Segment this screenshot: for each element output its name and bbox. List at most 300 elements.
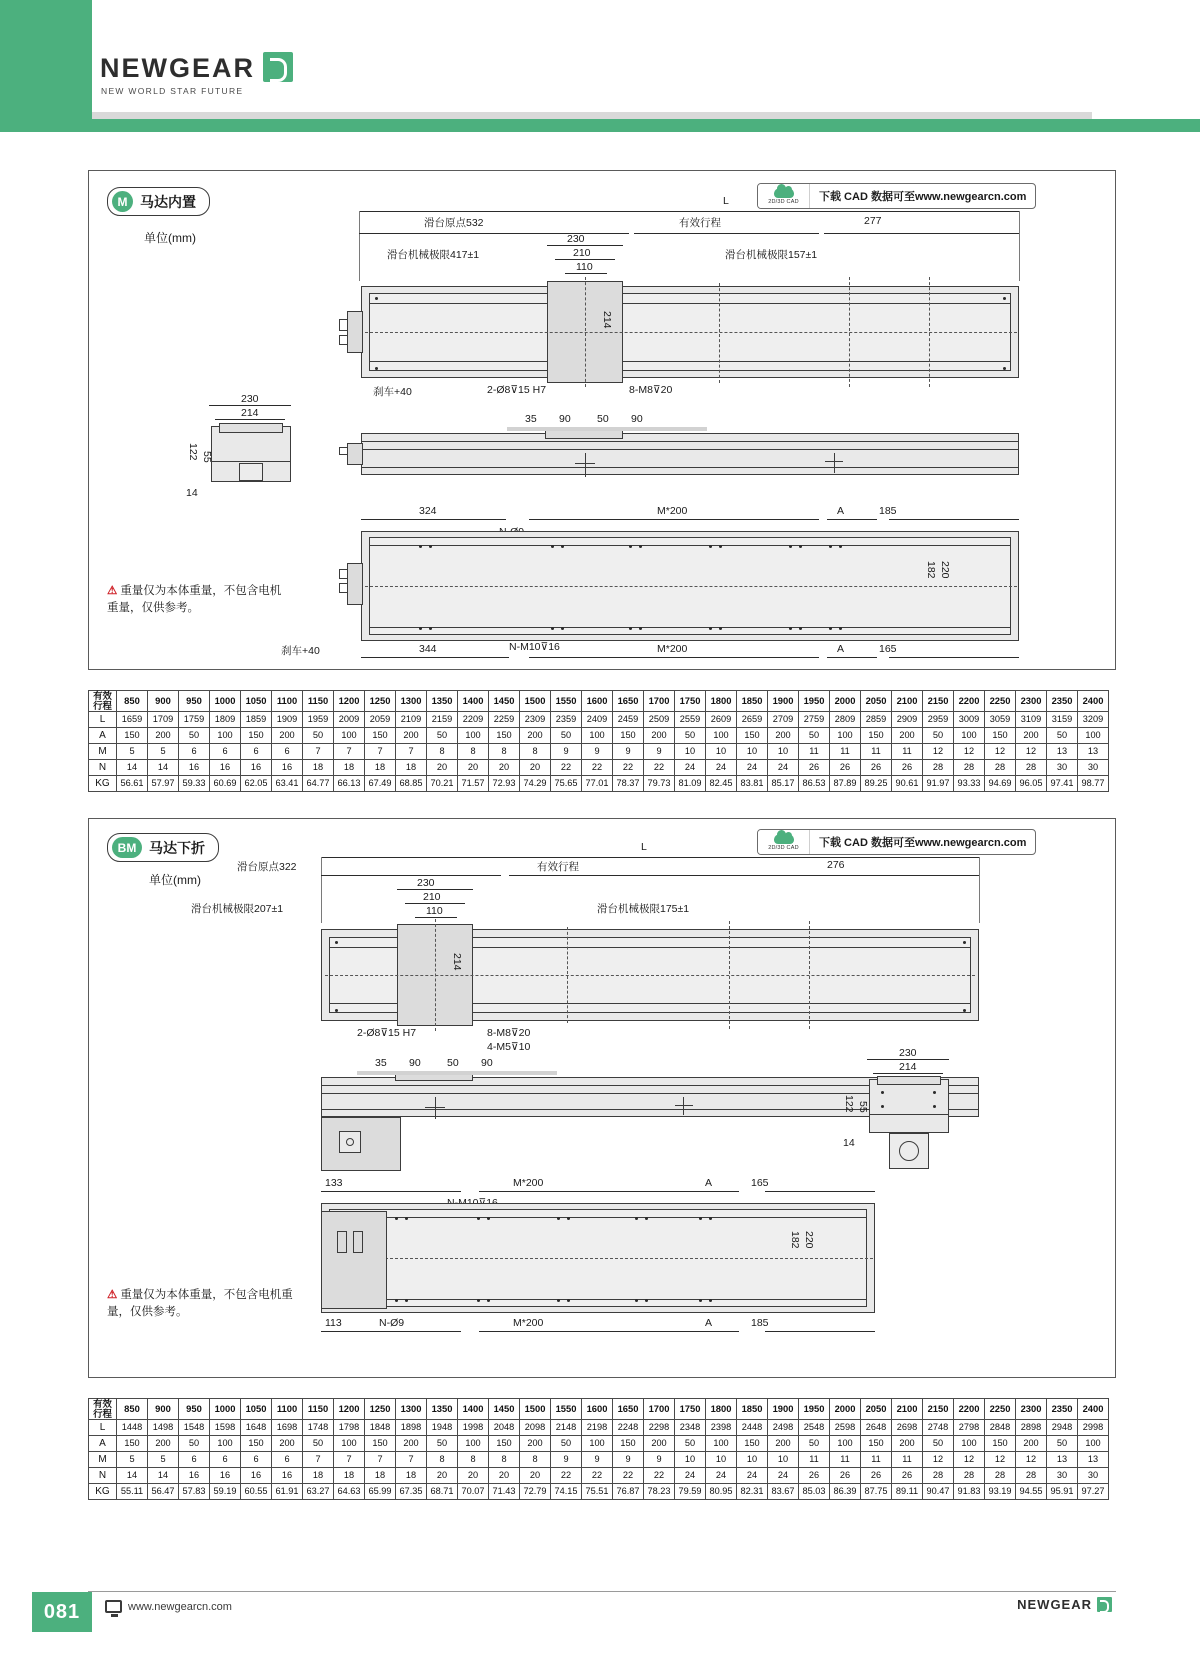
m-dim-limit-left: 滑台机械极限417±1 xyxy=(387,249,480,261)
m-dim-brake: 刹车+40 xyxy=(373,386,412,398)
m-dim-230: 230 xyxy=(567,233,585,245)
table-cell: 70.21 xyxy=(427,775,458,791)
table-cell: 100 xyxy=(954,1435,985,1451)
table-cell: 9 xyxy=(582,743,613,759)
table-m-col: 2300 xyxy=(1016,691,1047,712)
bm-end-dim-55: 55 xyxy=(857,1101,869,1113)
table-cell: 83.81 xyxy=(737,775,768,791)
table-cell: 26 xyxy=(799,1467,830,1483)
table-m-row-M xyxy=(89,743,1109,759)
table-cell: 20 xyxy=(489,1467,520,1483)
table-cell: 150 xyxy=(861,727,892,743)
bm-dim-110: 110 xyxy=(426,905,443,917)
table-cell: 71.43 xyxy=(489,1483,520,1499)
table-cell: 100 xyxy=(458,727,489,743)
m-front-dim-50: 50 xyxy=(597,413,609,425)
table-cell: 64.77 xyxy=(303,775,334,791)
table-m-col: 1400 xyxy=(458,691,489,712)
table-cell: 200 xyxy=(272,1435,303,1451)
table-bm-row-label: KG xyxy=(89,1483,117,1499)
brand-logo xyxy=(100,52,293,82)
bm-bottom-nd9: N-Ø9 xyxy=(379,1317,405,1329)
table-cell: 50 xyxy=(675,727,706,743)
table-cell: 12 xyxy=(1016,1451,1047,1467)
table-cell: 83.67 xyxy=(768,1483,799,1499)
table-bm-col: 1550 xyxy=(551,1399,582,1420)
table-cell: 2059 xyxy=(365,711,396,727)
table-m-col: 2400 xyxy=(1078,691,1109,712)
table-cell: 87.75 xyxy=(861,1483,892,1499)
table-cell: 30 xyxy=(1078,1467,1109,1483)
table-cell: 10 xyxy=(706,1451,737,1467)
table-cell: 200 xyxy=(1016,727,1047,743)
cloud-download-icon xyxy=(758,829,810,855)
section-m-badge: M xyxy=(112,191,133,212)
table-cell: 2959 xyxy=(923,711,954,727)
table-cell: 2209 xyxy=(458,711,489,727)
table-cell: 89.25 xyxy=(861,775,892,791)
table-bm-col: 850 xyxy=(117,1399,148,1420)
table-cell: 2498 xyxy=(768,1419,799,1435)
table-m-row-A xyxy=(89,727,1109,743)
table-cell: 3059 xyxy=(985,711,1016,727)
table-m-row-header: 有效行程 xyxy=(89,691,117,712)
table-bm-row-N xyxy=(89,1467,1109,1483)
table-cell: 11 xyxy=(830,1451,861,1467)
table-cell: 11 xyxy=(799,743,830,759)
table-cell: 100 xyxy=(334,1435,365,1451)
table-cell: 18 xyxy=(334,759,365,775)
table-cell: 96.05 xyxy=(1016,775,1047,791)
table-bm-row-L xyxy=(89,1419,1109,1435)
bm-folded-motor xyxy=(321,1117,401,1171)
table-cell: 12 xyxy=(985,743,1016,759)
table-cell: 11 xyxy=(861,1451,892,1467)
cad-download-chip-bm[interactable] xyxy=(757,829,1036,855)
m-dim-210: 210 xyxy=(573,247,591,259)
table-cell: 5 xyxy=(117,743,148,759)
table-cell: 100 xyxy=(830,727,861,743)
table-cell: 2398 xyxy=(706,1419,737,1435)
table-cell: 2309 xyxy=(520,711,551,727)
cad-download-chip-m[interactable] xyxy=(757,183,1036,209)
table-cell: 65.99 xyxy=(365,1483,396,1499)
table-m-col: 1050 xyxy=(241,691,272,712)
table-cell: 78.23 xyxy=(644,1483,675,1499)
table-cell: 71.57 xyxy=(458,775,489,791)
table-cell: 26 xyxy=(830,1467,861,1483)
table-bm-col: 1400 xyxy=(458,1399,489,1420)
table-cell: 2559 xyxy=(675,711,706,727)
table-m-col: 2250 xyxy=(985,691,1016,712)
table-cell: 20 xyxy=(427,759,458,775)
table-cell: 81.09 xyxy=(675,775,706,791)
table-cell: 100 xyxy=(1078,727,1109,743)
table-cell: 16 xyxy=(179,1467,210,1483)
table-cell: 6 xyxy=(241,1451,272,1467)
table-m-row-KG xyxy=(89,775,1109,791)
table-bm-col: 1650 xyxy=(613,1399,644,1420)
table-cell: 50 xyxy=(303,1435,334,1451)
table-cell: 86.39 xyxy=(830,1483,861,1499)
table-cell: 57.83 xyxy=(179,1483,210,1499)
bm-dim-hole1: 2-Ø8⊽15 H7 xyxy=(357,1027,417,1039)
bm-bottom-dim-165: 165 xyxy=(751,1177,769,1189)
table-cell: 67.35 xyxy=(396,1483,427,1499)
table-cell: 6 xyxy=(272,1451,303,1467)
table-cell: 14 xyxy=(117,1467,148,1483)
table-cell: 28 xyxy=(923,1467,954,1483)
table-cell: 75.51 xyxy=(582,1483,613,1499)
cad-icon-label: 2D/3D CAD xyxy=(768,844,799,851)
table-cell: 90.61 xyxy=(892,775,923,791)
m-dim-214: 214 xyxy=(601,311,613,329)
table-cell: 10 xyxy=(768,1451,799,1467)
table-cell: 100 xyxy=(210,1435,241,1451)
table-bm-col: 2050 xyxy=(861,1399,892,1420)
table-cell: 18 xyxy=(303,1467,334,1483)
bm-end-dim-214: 214 xyxy=(899,1061,917,1073)
table-m-col: 1500 xyxy=(520,691,551,712)
table-cell: 200 xyxy=(892,1435,923,1451)
table-bm-row-label: A xyxy=(89,1435,117,1451)
section-bm-badge: BM xyxy=(112,837,142,858)
table-cell: 16 xyxy=(272,759,303,775)
table-cell: 2598 xyxy=(830,1419,861,1435)
table-m-col: 1350 xyxy=(427,691,458,712)
table-m-row-L xyxy=(89,711,1109,727)
table-cell: 28 xyxy=(954,759,985,775)
table-cell: 26 xyxy=(830,759,861,775)
table-m-col: 1200 xyxy=(334,691,365,712)
table-cell: 13 xyxy=(1078,1451,1109,1467)
table-cell: 200 xyxy=(272,727,303,743)
bm-front-dim-90b: 90 xyxy=(481,1057,493,1069)
m-side-dim-55: 55 xyxy=(201,451,213,463)
section-m-unit: 单位(mm) xyxy=(144,231,196,245)
table-cell: 85.03 xyxy=(799,1483,830,1499)
table-cell: 100 xyxy=(582,727,613,743)
table-cell: 91.83 xyxy=(954,1483,985,1499)
table-bm-col: 1350 xyxy=(427,1399,458,1420)
table-cell: 59.19 xyxy=(210,1483,241,1499)
table-cell: 200 xyxy=(892,727,923,743)
table-cell: 1598 xyxy=(210,1419,241,1435)
table-cell: 200 xyxy=(768,1435,799,1451)
table-bm-row-header: 有效行程 xyxy=(89,1399,117,1420)
table-cell: 22 xyxy=(644,1467,675,1483)
bm-end-dim-230: 230 xyxy=(899,1047,917,1059)
table-m-col: 900 xyxy=(148,691,179,712)
table-bm-col: 1300 xyxy=(396,1399,427,1420)
table-cell: 82.31 xyxy=(737,1483,768,1499)
table-cell: 63.41 xyxy=(272,775,303,791)
table-cell: 50 xyxy=(1047,727,1078,743)
m-dim-hole1: 2-Ø8⊽15 H7 xyxy=(487,384,547,396)
table-cell: 72.79 xyxy=(520,1483,551,1499)
table-bm-row-label: L xyxy=(89,1419,117,1435)
table-cell: 6 xyxy=(272,743,303,759)
table-cell: 2548 xyxy=(799,1419,830,1435)
section-m-tag xyxy=(107,187,210,216)
table-cell: 16 xyxy=(241,759,272,775)
header-green-bar xyxy=(92,119,1200,132)
cad-download-label: 下载 CAD 数据可至www.newgearcn.com xyxy=(819,837,1027,849)
table-cell: 16 xyxy=(210,759,241,775)
table-cell: 3209 xyxy=(1078,711,1109,727)
bm-end-dim-14: 14 xyxy=(843,1137,855,1149)
table-cell: 16 xyxy=(210,1467,241,1483)
m-bottom-dim-344: 344 xyxy=(419,643,437,655)
bm-front-dim-50: 50 xyxy=(447,1057,459,1069)
table-cell: 26 xyxy=(892,759,923,775)
table-cell: 8 xyxy=(520,1451,551,1467)
table-cell: 7 xyxy=(334,743,365,759)
table-cell: 2259 xyxy=(489,711,520,727)
table-cell: 79.73 xyxy=(644,775,675,791)
table-cell: 2898 xyxy=(1016,1419,1047,1435)
table-cell: 2609 xyxy=(706,711,737,727)
table-cell: 24 xyxy=(706,1467,737,1483)
m-bottom-dim-185: 185 xyxy=(879,505,897,517)
table-cell: 1798 xyxy=(334,1419,365,1435)
table-cell: 1909 xyxy=(272,711,303,727)
table-cell: 1498 xyxy=(148,1419,179,1435)
table-cell: 68.71 xyxy=(427,1483,458,1499)
table-cell: 9 xyxy=(613,743,644,759)
table-cell: 66.13 xyxy=(334,775,365,791)
table-cell: 72.93 xyxy=(489,775,520,791)
table-cell: 1948 xyxy=(427,1419,458,1435)
bm-bottom-dim-M200: M*200 xyxy=(513,1177,544,1189)
table-cell: 50 xyxy=(179,727,210,743)
table-cell: 22 xyxy=(551,759,582,775)
m-motor-end xyxy=(347,311,363,353)
m-dim-stroke: 有效行程 xyxy=(679,217,721,229)
table-cell: 2709 xyxy=(768,711,799,727)
table-cell: 1859 xyxy=(241,711,272,727)
bm-bottom-dim-A2: A xyxy=(705,1317,713,1329)
table-cell: 9 xyxy=(551,743,582,759)
table-cell: 150 xyxy=(613,1435,644,1451)
table-cell: 90.47 xyxy=(923,1483,954,1499)
table-cell: 150 xyxy=(737,1435,768,1451)
m-side-dim-122: 122 xyxy=(187,443,199,461)
table-cell: 50 xyxy=(551,1435,582,1451)
bm-dim-limit-right: 滑台机械极限175±1 xyxy=(597,903,690,915)
table-cell: 89.11 xyxy=(892,1483,923,1499)
table-cell: 1659 xyxy=(117,711,148,727)
table-m-row-N xyxy=(89,759,1109,775)
table-cell: 2198 xyxy=(582,1419,613,1435)
table-m-header-row xyxy=(89,691,1109,712)
table-cell: 11 xyxy=(861,743,892,759)
m-side-dim-14: 14 xyxy=(186,487,198,499)
table-cell: 18 xyxy=(365,759,396,775)
m-bottom-brake: 刹车+40 xyxy=(281,645,320,657)
section-m-title: 马达内置 xyxy=(140,193,196,210)
bm-bottom-dim-M200b: M*200 xyxy=(513,1317,544,1329)
table-cell: 16 xyxy=(179,759,210,775)
cad-download-label: 下载 CAD 数据可至www.newgearcn.com xyxy=(819,191,1027,203)
table-cell: 24 xyxy=(737,759,768,775)
table-bm-row-A xyxy=(89,1435,1109,1451)
table-m-col: 2100 xyxy=(892,691,923,712)
table-cell: 200 xyxy=(148,1435,179,1451)
m-dim-hole2: 8-M8⊽20 xyxy=(629,384,673,396)
table-cell: 78.37 xyxy=(613,775,644,791)
table-cell: 16 xyxy=(241,1467,272,1483)
table-m-row-label: N xyxy=(89,759,117,775)
table-cell: 13 xyxy=(1047,1451,1078,1467)
table-cell: 2298 xyxy=(644,1419,675,1435)
table-cell: 2948 xyxy=(1047,1419,1078,1435)
table-cell: 20 xyxy=(458,759,489,775)
table-cell: 26 xyxy=(892,1467,923,1483)
table-cell: 76.87 xyxy=(613,1483,644,1499)
table-bm-col: 1050 xyxy=(241,1399,272,1420)
bm-bottom-dim-113: 113 xyxy=(325,1317,342,1329)
table-cell: 9 xyxy=(644,743,675,759)
bm-bottom-dim-133: 133 xyxy=(325,1177,343,1189)
bm-dim-origin: 滑台原点322 xyxy=(237,861,297,873)
brand-mark-icon xyxy=(263,52,293,82)
m-bottom-dim-M200: M*200 xyxy=(657,505,688,517)
table-cell: 30 xyxy=(1047,759,1078,775)
table-cell: 20 xyxy=(458,1467,489,1483)
table-cell: 93.33 xyxy=(954,775,985,791)
table-cell: 30 xyxy=(1078,759,1109,775)
table-m-row-label: L xyxy=(89,711,117,727)
table-cell: 50 xyxy=(923,1435,954,1451)
table-cell: 10 xyxy=(737,1451,768,1467)
table-m-col: 2050 xyxy=(861,691,892,712)
table-cell: 150 xyxy=(365,1435,396,1451)
table-cell: 11 xyxy=(892,1451,923,1467)
m-side-dim-230: 230 xyxy=(241,393,259,405)
table-cell: 150 xyxy=(365,727,396,743)
table-cell: 2459 xyxy=(613,711,644,727)
table-m-col: 1000 xyxy=(210,691,241,712)
table-cell: 13 xyxy=(1047,743,1078,759)
table-cell: 8 xyxy=(458,743,489,759)
table-cell: 2748 xyxy=(923,1419,954,1435)
table-cell: 100 xyxy=(954,727,985,743)
table-cell: 22 xyxy=(613,1467,644,1483)
m-bottom-dim-M200b: M*200 xyxy=(657,643,688,655)
table-cell: 95.91 xyxy=(1047,1483,1078,1499)
header-green-block xyxy=(0,0,92,132)
table-cell: 2359 xyxy=(551,711,582,727)
table-cell: 10 xyxy=(768,743,799,759)
table-cell: 2159 xyxy=(427,711,458,727)
table-bm-col: 1900 xyxy=(768,1399,799,1420)
m-bottom-dim-A2: A xyxy=(837,643,845,655)
table-cell: 10 xyxy=(706,743,737,759)
table-cell: 24 xyxy=(675,759,706,775)
footer-url[interactable]: www.newgearcn.com xyxy=(128,1601,232,1613)
table-bm-col: 1950 xyxy=(799,1399,830,1420)
table-cell: 8 xyxy=(427,1451,458,1467)
m-dim-right: 277 xyxy=(864,215,882,227)
table-bm xyxy=(88,1398,1109,1500)
table-cell: 100 xyxy=(210,727,241,743)
table-cell: 3009 xyxy=(954,711,985,727)
table-cell: 150 xyxy=(985,1435,1016,1451)
table-cell: 5 xyxy=(148,743,179,759)
table-cell: 2248 xyxy=(613,1419,644,1435)
table-cell: 26 xyxy=(799,759,830,775)
m-bottom-dim-A: A xyxy=(837,505,845,517)
table-cell: 12 xyxy=(985,1451,1016,1467)
table-cell: 94.55 xyxy=(1016,1483,1047,1499)
table-cell: 200 xyxy=(396,727,427,743)
table-cell: 10 xyxy=(675,743,706,759)
table-cell: 14 xyxy=(148,1467,179,1483)
table-cell: 18 xyxy=(396,759,427,775)
bm-bottom-dim-182: 182 xyxy=(789,1231,801,1249)
table-cell: 85.17 xyxy=(768,775,799,791)
table-m-col: 2200 xyxy=(954,691,985,712)
table-cell: 2009 xyxy=(334,711,365,727)
table-cell: 2148 xyxy=(551,1419,582,1435)
table-cell: 28 xyxy=(985,759,1016,775)
table-cell: 2909 xyxy=(892,711,923,727)
table-cell: 50 xyxy=(799,1435,830,1451)
m-bottom-nm10: N-M10⊽16 xyxy=(509,641,560,653)
table-cell: 100 xyxy=(706,1435,737,1451)
table-bm-col: 2150 xyxy=(923,1399,954,1420)
table-cell: 11 xyxy=(799,1451,830,1467)
table-cell: 1748 xyxy=(303,1419,334,1435)
table-cell: 24 xyxy=(675,1467,706,1483)
table-cell: 86.53 xyxy=(799,775,830,791)
table-m-col: 1700 xyxy=(644,691,675,712)
table-cell: 1698 xyxy=(272,1419,303,1435)
table-bm-col: 1850 xyxy=(737,1399,768,1420)
table-cell: 18 xyxy=(303,759,334,775)
table-m-col: 1300 xyxy=(396,691,427,712)
table-bm-col: 2000 xyxy=(830,1399,861,1420)
table-cell: 11 xyxy=(892,743,923,759)
footer-brand-mark-icon xyxy=(1097,1597,1112,1612)
table-cell: 60.69 xyxy=(210,775,241,791)
table-cell: 28 xyxy=(1016,1467,1047,1483)
table-cell: 97.27 xyxy=(1078,1483,1109,1499)
table-cell: 7 xyxy=(396,1451,427,1467)
table-bm-row-KG xyxy=(89,1483,1109,1499)
table-cell: 150 xyxy=(117,1435,148,1451)
table-cell: 50 xyxy=(675,1435,706,1451)
cloud-download-icon xyxy=(758,183,810,209)
table-cell: 2698 xyxy=(892,1419,923,1435)
table-cell: 9 xyxy=(582,1451,613,1467)
m-bottom-dim-220: 220 xyxy=(939,561,951,579)
table-cell: 70.07 xyxy=(458,1483,489,1499)
page-header xyxy=(0,0,1200,132)
m-dim-110: 110 xyxy=(576,261,593,273)
table-m-col: 950 xyxy=(179,691,210,712)
table-cell: 62.05 xyxy=(241,775,272,791)
table-m-col: 2350 xyxy=(1047,691,1078,712)
table-cell: 150 xyxy=(985,727,1016,743)
table-cell: 20 xyxy=(520,759,551,775)
m-note-text: 重量仅为本体重量，不包含电机重量，仅供参考。 xyxy=(107,585,282,615)
footer-brand xyxy=(1017,1597,1112,1612)
table-m-col: 1250 xyxy=(365,691,396,712)
table-cell: 150 xyxy=(737,727,768,743)
table-cell: 20 xyxy=(489,759,520,775)
